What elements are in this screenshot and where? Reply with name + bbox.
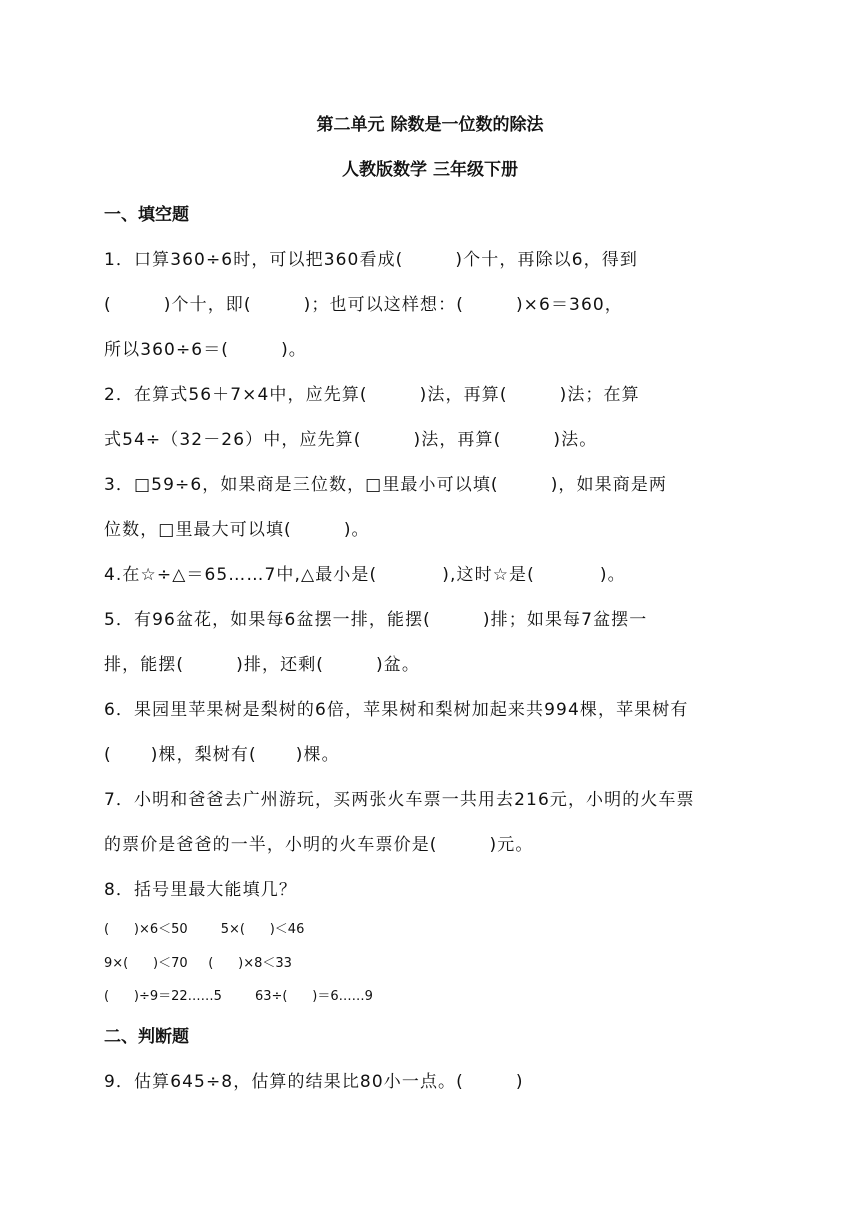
sub-item-line: 9×( )＜70 ( )×8＜33 bbox=[104, 956, 292, 971]
question-line: 1．口算360÷6时，可以把360看成( )个十，再除以6，得到 bbox=[104, 250, 638, 270]
question-line: 所以360÷6＝( )。 bbox=[104, 340, 307, 360]
question-line: 的票价是爸爸的一半，小明的火车票价是( )元。 bbox=[104, 835, 534, 855]
question-line: 位数，□里最大可以填( )。 bbox=[104, 520, 370, 540]
question-line: 8．括号里最大能填几？ bbox=[104, 880, 297, 900]
sub-item-line: ( )÷9＝22……5 63÷( )＝6……9 bbox=[104, 989, 373, 1004]
question-line: 4.在☆÷△＝65……7中,△最小是( ),这时☆是( )。 bbox=[104, 565, 626, 585]
page-title: 第二单元 除数是一位数的除法 bbox=[316, 115, 544, 135]
question-line: 9．估算645÷8，估算的结果比80小一点。( ) bbox=[104, 1072, 524, 1092]
question-line: ( )个十，即( )；也可以这样想：( )×6＝360， bbox=[104, 295, 623, 315]
question-line: 3．□59÷6，如果商是三位数，□里最小可以填( )，如果商是两 bbox=[104, 475, 668, 495]
page-subtitle: 人教版数学 三年级下册 bbox=[342, 160, 518, 180]
sub-item-line: ( )×6＜50 5×( )＜46 bbox=[104, 922, 305, 937]
question-line: 2．在算式56＋7×4中，应先算( )法，再算( )法；在算 bbox=[104, 385, 640, 405]
question-line: 7．小明和爸爸去广州游玩，买两张火车票一共用去216元，小明的火车票 bbox=[104, 790, 695, 810]
section-heading-fill-blank: 一、填空题 bbox=[104, 205, 189, 225]
question-line: 式54÷（32－26）中，应先算( )法，再算( )法。 bbox=[104, 430, 598, 450]
question-line: 6．果园里苹果树是梨树的6倍，苹果树和梨树加起来共994棵，苹果树有 bbox=[104, 700, 689, 720]
question-line: 5．有96盆花，如果每6盆摆一排，能摆( )排；如果每7盆摆一 bbox=[104, 610, 648, 630]
question-line: 排，能摆( )排，还剩( )盆。 bbox=[104, 655, 420, 675]
section-heading-judgment: 二、判断题 bbox=[104, 1027, 189, 1047]
question-line: ( )棵，梨树有( )棵。 bbox=[104, 745, 340, 765]
